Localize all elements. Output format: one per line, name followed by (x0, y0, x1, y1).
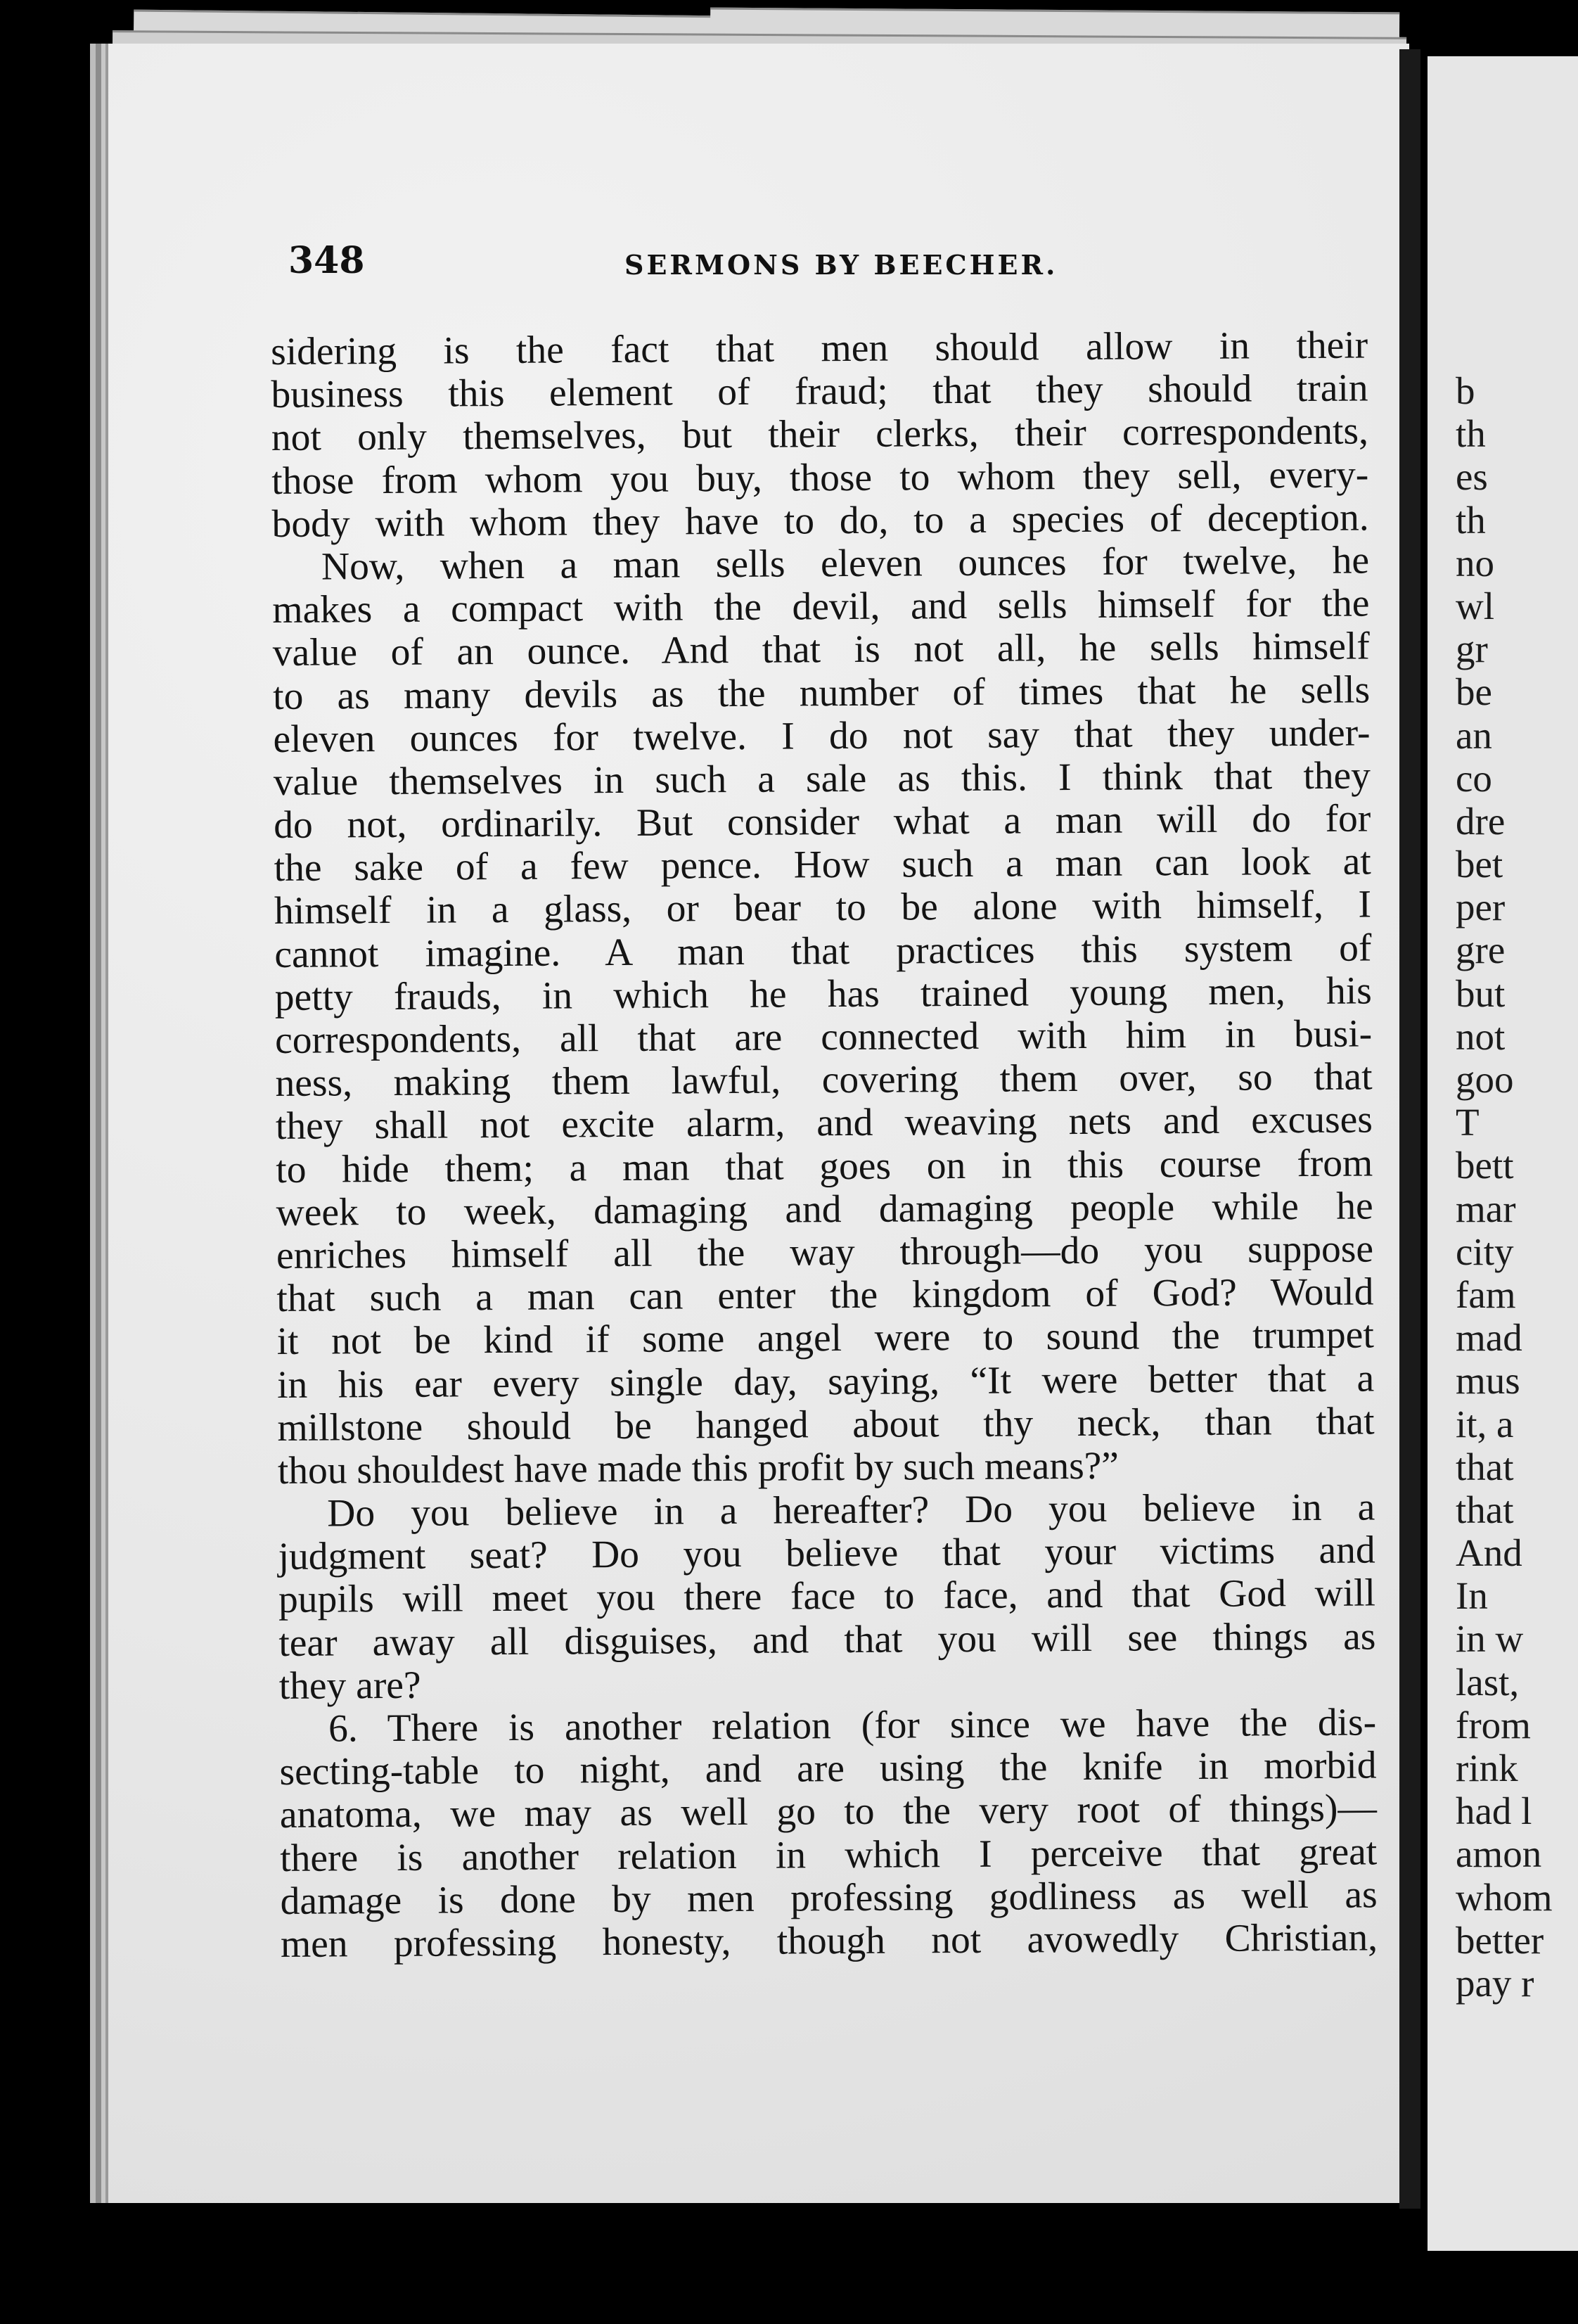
text-fragment: from (1456, 1703, 1531, 1747)
text-fragment: And (1456, 1531, 1522, 1575)
text-line: Now, when a man sells eleven ounces for twelve, he (321, 539, 1370, 589)
text-fragment: an (1456, 713, 1492, 757)
text-fragment: th (1456, 498, 1486, 542)
text-line: judgment seat? Do you believe that your victims and (278, 1528, 1375, 1579)
text-line: millstone should be hanged about thy neck, than that (277, 1400, 1375, 1450)
text-line: 6. There is another relation (for since we have the dis- (328, 1701, 1377, 1751)
text-fragment: wl (1456, 584, 1494, 627)
text-line: that such a man can enter the kingdom of God? Would (276, 1270, 1374, 1321)
text-fragment: be (1456, 670, 1492, 714)
text-fragment: bett (1456, 1144, 1514, 1187)
text-fragment: fam (1456, 1272, 1516, 1316)
page-header (288, 239, 1357, 288)
text-line: business this element of fraud; that they should train (271, 366, 1368, 417)
text-fragment: better (1456, 1918, 1544, 1962)
text-fragment: mar (1456, 1187, 1516, 1230)
text-fragment: city (1456, 1230, 1514, 1273)
text-fragment: last, (1456, 1660, 1520, 1704)
facing-page-text (1456, 369, 1578, 2005)
text-fragment: mad (1456, 1316, 1522, 1360)
text-fragment: per (1456, 886, 1506, 929)
page-gutter (1399, 49, 1420, 2209)
text-line: those from whom you buy, those to whom they sell, every- (271, 453, 1369, 503)
text-line: makes a compact with the devil, and sells himself for the (272, 582, 1370, 632)
text-fragment: no (1456, 541, 1494, 585)
text-line: thou shouldest have made this profit by such means?” (277, 1444, 1120, 1493)
text-line: in his ear every single day, saying, “It were better that a (276, 1356, 1375, 1407)
text-line: week to week, damaging and damaging people while he (276, 1185, 1373, 1234)
text-fragment: in w (1456, 1617, 1524, 1661)
text-fragment: gre (1456, 928, 1506, 972)
text-line: value themselves in such a sale as this. I think that they (273, 754, 1371, 804)
text-line: secting-table to night, and are using the knife in morbid (279, 1744, 1377, 1794)
text-line: not only themselves, but their clerks, their correspondents, (271, 409, 1369, 460)
text-line: pupils will meet you there face to face, and that God will (278, 1571, 1376, 1622)
text-fragment: bet (1456, 843, 1503, 886)
text-fragment: that (1456, 1488, 1514, 1531)
text-fragment: amon (1456, 1832, 1542, 1876)
text-line: correspondents, all that are connected with him in busi- (274, 1012, 1373, 1062)
text-fragment: it, a (1456, 1402, 1514, 1445)
text-line: petty frauds, in which he has trained young men, his (274, 969, 1372, 1019)
text-line: tear away all disguises, and that you will see things as (278, 1615, 1376, 1665)
text-line: there is another relation in which I perceive that great (280, 1830, 1378, 1880)
body-text (271, 324, 1378, 1966)
text-fragment: that (1456, 1445, 1514, 1488)
text-line: enriches himself all the way through—do you suppose (276, 1227, 1374, 1277)
text-fragment: had l (1456, 1789, 1532, 1833)
text-line: sidering is the fact that men should allow in their (271, 324, 1368, 374)
text-fragment: mus (1456, 1359, 1520, 1403)
text-line: eleven ounces for twelve. I do not say that they under- (273, 711, 1371, 761)
text-line: they are? (278, 1664, 421, 1708)
text-fragment: In (1456, 1574, 1488, 1618)
running-head: SERMONS BY BEECHER. (624, 249, 1058, 281)
page-number: 348 (288, 239, 365, 282)
text-fragment: gr (1456, 627, 1488, 671)
text-fragment: rink (1456, 1747, 1518, 1789)
text-fragment: goo (1456, 1058, 1514, 1101)
text-fragment: T (1456, 1101, 1480, 1144)
text-line: it not be kind if some angel were to sound the trumpet (276, 1313, 1374, 1364)
text-fragment: not (1456, 1014, 1506, 1058)
text-line: do not, ordinarily. But consider what a man will do for (274, 797, 1371, 848)
text-line: Do you believe in a hereafter? Do you believe in a (327, 1486, 1375, 1536)
text-fragment: b (1456, 369, 1475, 412)
text-line: the sake of a few pence. How such a man can look at (274, 840, 1371, 890)
text-line: body with whom they have to do, to a species of deception. (271, 496, 1369, 546)
text-fragment: but (1456, 971, 1506, 1015)
text-line: value of an ounce. And that is not all, he sells himself (272, 625, 1370, 675)
text-line: ness, making them lawful, covering them over, so that (275, 1055, 1373, 1106)
text-line: damage is done by men professing godliness as well as (280, 1873, 1378, 1923)
text-fragment: th (1456, 412, 1486, 456)
text-line: to as many devils as the number of times that he sells (272, 668, 1371, 718)
text-fragment: co (1456, 756, 1492, 800)
text-line: men professing honesty, though not avowedly Christian, (280, 1916, 1378, 1966)
text-line: cannot imagine. A man that practices this system of (274, 926, 1372, 976)
text-fragment: pay r (1456, 1961, 1534, 2005)
text-fragment: es (1456, 455, 1488, 499)
text-line: they shall not excite alarm, and weaving nets and excuses (275, 1098, 1373, 1149)
text-fragment: dre (1456, 799, 1506, 843)
text-line: himself in a glass, or bear to be alone with himself, I (274, 883, 1372, 933)
text-line: to hide them; a man that goes on in this course from (276, 1142, 1373, 1192)
text-fragment: whom (1456, 1875, 1553, 1919)
text-line: anatoma, we may as well go to the very root of things)— (279, 1787, 1378, 1837)
